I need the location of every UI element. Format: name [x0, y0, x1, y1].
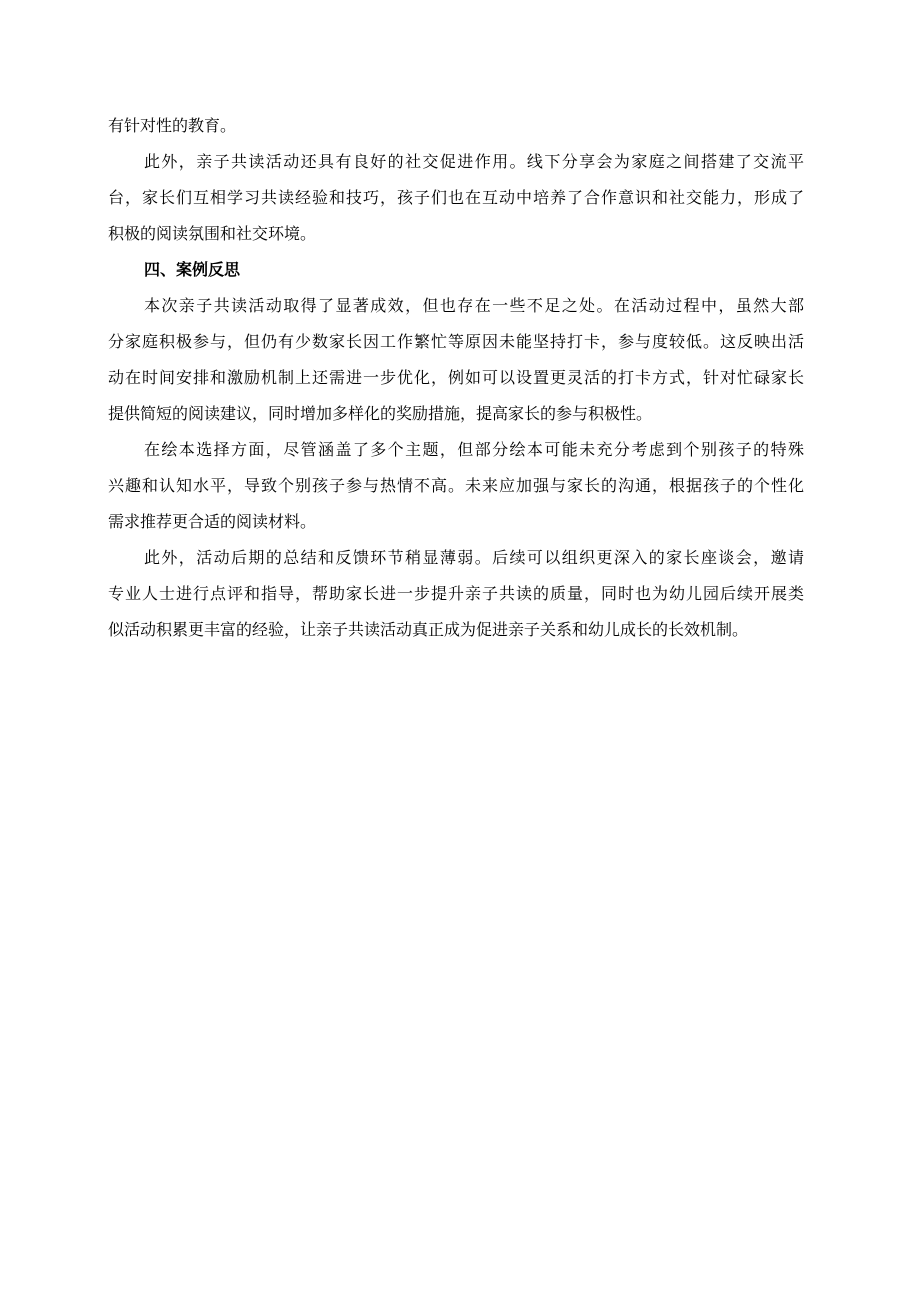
paragraph-line: 需求推荐更合适的阅读材料。: [108, 512, 317, 531]
document-body: [108, 108, 804, 648]
paragraph-line: 台，家长们互相学习共读经验和技巧，孩子们也在互动中培养了合作意识和社交能力，形成了: [108, 188, 804, 207]
paragraph-line: 此外，亲子共读活动还具有良好的社交促进作用。线下分享会为家庭之间搭建了交流平: [144, 152, 804, 171]
paragraph-line: 动在时间安排和激励机制上还需进一步优化，例如可以设置更灵活的打卡方式，针对忙碌家长: [108, 368, 804, 387]
paragraph-line: 积极的阅读氛围和社交环境。: [108, 224, 317, 243]
paragraph-line: 此外，活动后期的总结和反馈环节稍显薄弱。后续可以组织更深入的家长座谈会，邀请: [144, 548, 804, 567]
paragraph-line: 似活动积累更丰富的经验，让亲子共读活动真正成为促进亲子关系和幼儿成长的长效机制。: [108, 620, 749, 639]
paragraph-line: 兴趣和认知水平，导致个别孩子参与热情不高。未来应加强与家长的沟通，根据孩子的个性化: [108, 476, 804, 495]
paragraph-line: 有针对性的教育。: [108, 116, 237, 135]
paragraph-line: 本次亲子共读活动取得了显著成效，但也存在一些不足之处。在活动过程中，虽然大部: [144, 296, 804, 315]
paragraph-line: 提供简短的阅读建议，同时增加多样化的奖励措施，提高家长的参与积极性。: [108, 404, 653, 423]
paragraph-line: 专业人士进行点评和指导，帮助家长进一步提升亲子共读的质量，同时也为幼儿园后续开展类: [108, 584, 804, 603]
paragraph-line: 在绘本选择方面，尽管涵盖了多个主题，但部分绘本可能未充分考虑到个别孩子的特殊: [144, 440, 804, 459]
paragraph-line: 分家庭积极参与，但仍有少数家长因工作繁忙等原因未能坚持打卡，参与度较低。这反映出活: [108, 332, 804, 351]
section-heading: 四、案例反思: [144, 260, 241, 279]
